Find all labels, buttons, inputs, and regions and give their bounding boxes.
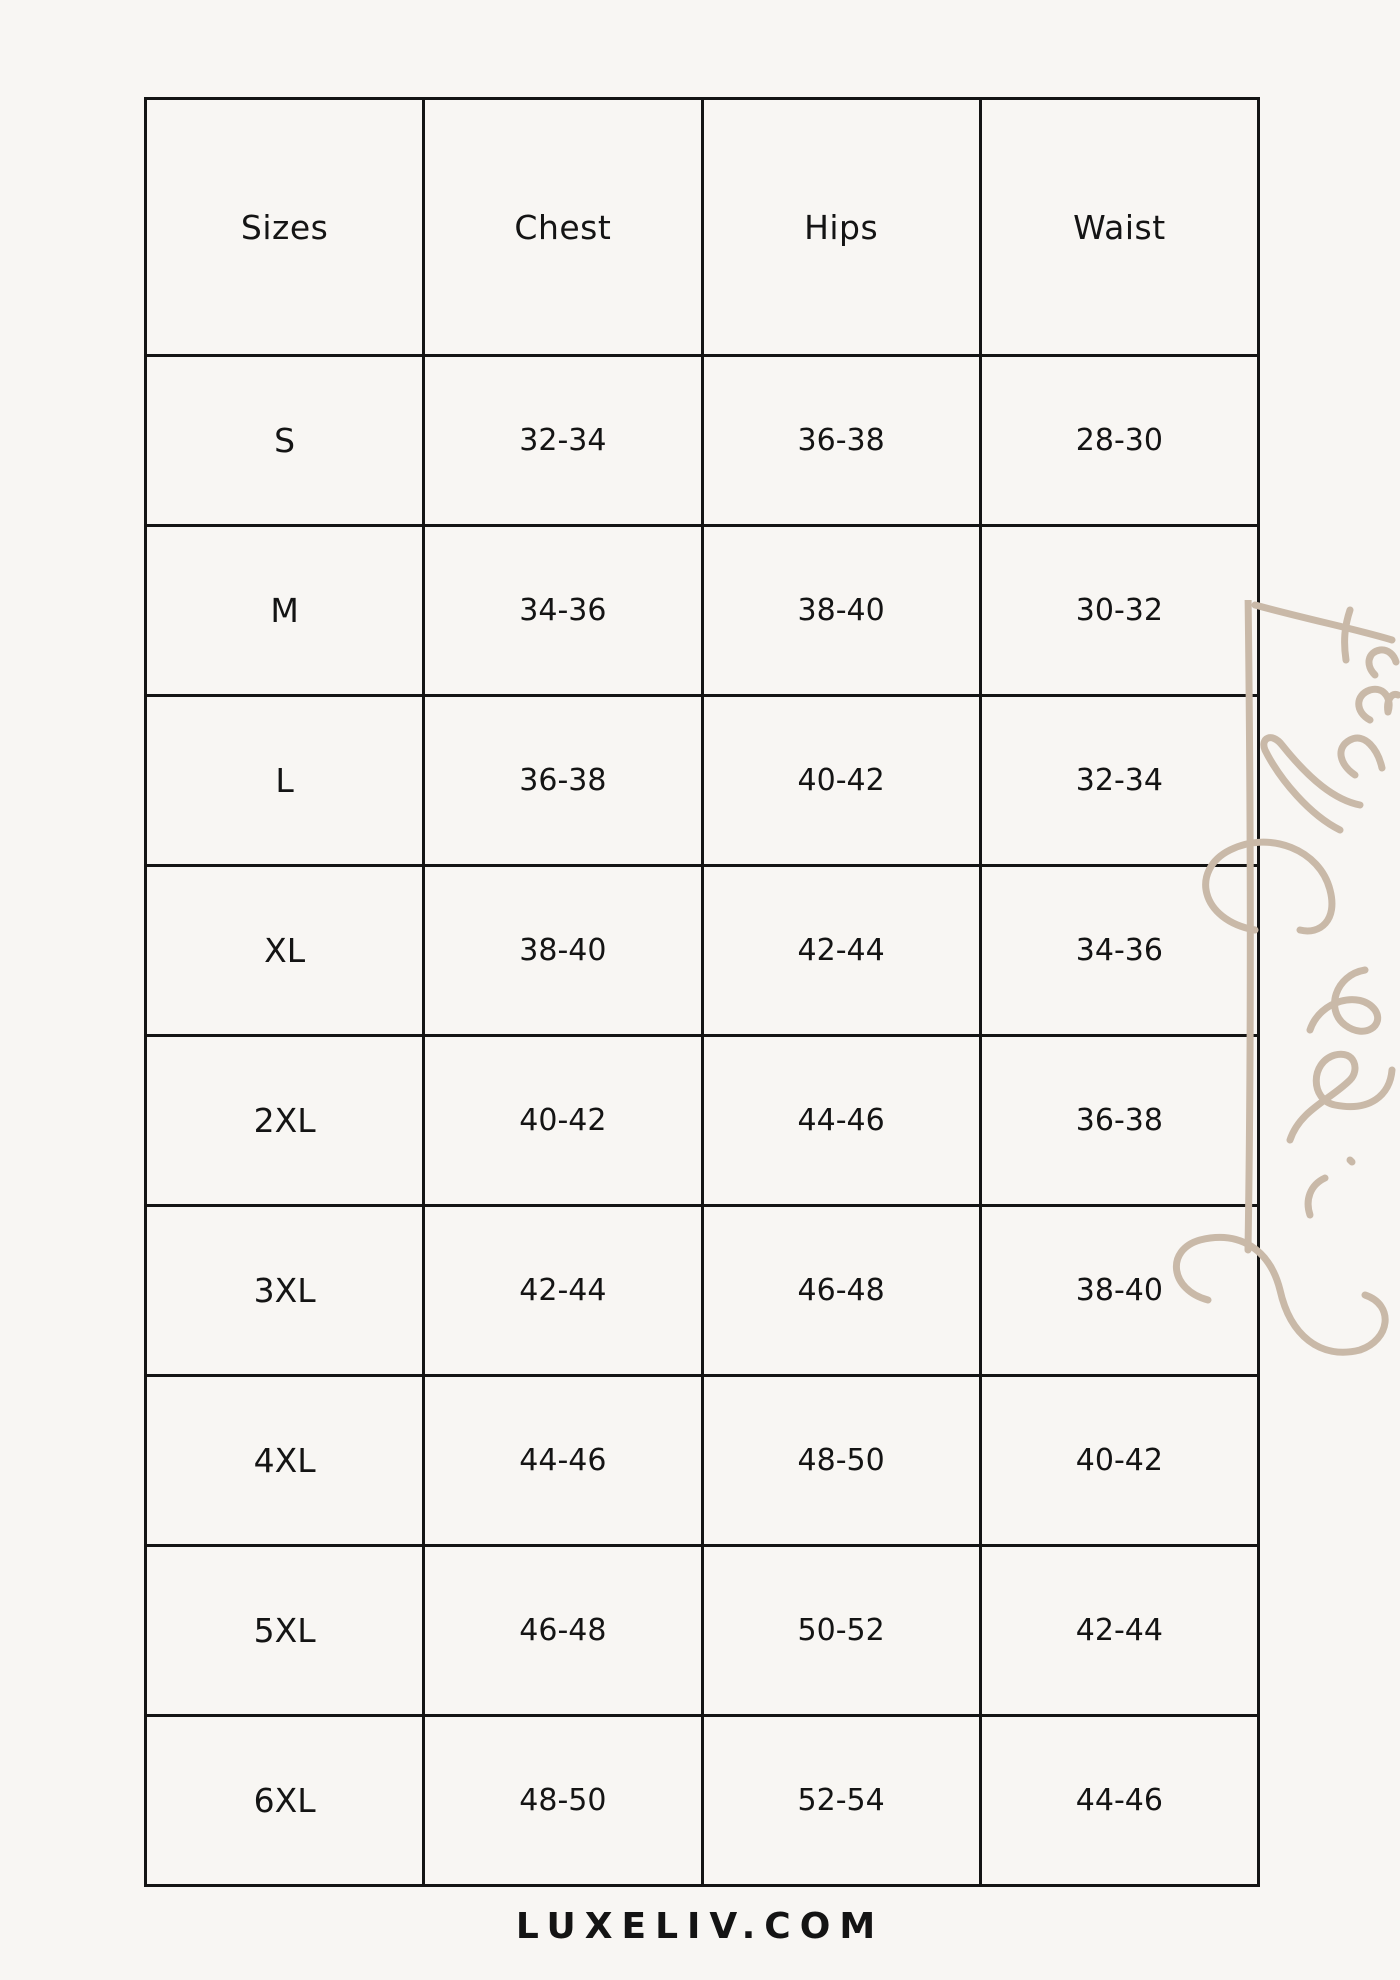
waist-cell: 30-32 (980, 526, 1258, 696)
hips-cell: 50-52 (702, 1546, 980, 1716)
header-waist: Waist (980, 99, 1258, 356)
table-row (146, 1206, 1259, 1376)
table-row (146, 356, 1259, 526)
size-cell: 2XL (146, 1036, 424, 1206)
size-cell: 5XL (146, 1546, 424, 1716)
waist-cell: 40-42 (980, 1376, 1258, 1546)
hips-cell: 46-48 (702, 1206, 980, 1376)
chest-cell: 42-44 (424, 1206, 702, 1376)
table-row (146, 1716, 1259, 1886)
chest-cell: 40-42 (424, 1036, 702, 1206)
waist-cell: 36-38 (980, 1036, 1258, 1206)
waist-cell: 32-34 (980, 696, 1258, 866)
hips-cell: 40-42 (702, 696, 980, 866)
size-cell: XL (146, 866, 424, 1036)
chest-cell: 44-46 (424, 1376, 702, 1546)
table-row (146, 696, 1259, 866)
waist-cell: 38-40 (980, 1206, 1258, 1376)
chest-cell: 32-34 (424, 356, 702, 526)
chest-cell: 34-36 (424, 526, 702, 696)
table-row (146, 1376, 1259, 1546)
size-chart-table (144, 97, 1260, 1887)
header-hips: Hips (702, 99, 980, 356)
waist-cell: 44-46 (980, 1716, 1258, 1886)
size-cell: 6XL (146, 1716, 424, 1886)
chest-cell: 36-38 (424, 696, 702, 866)
waist-cell: 28-30 (980, 356, 1258, 526)
header-chest: Chest (424, 99, 702, 356)
size-cell: S (146, 356, 424, 526)
table-row (146, 526, 1259, 696)
waist-cell: 42-44 (980, 1546, 1258, 1716)
table-row (146, 1546, 1259, 1716)
table-row (146, 866, 1259, 1036)
size-cell: L (146, 696, 424, 866)
chest-cell: 38-40 (424, 866, 702, 1036)
hips-cell: 36-38 (702, 356, 980, 526)
hips-cell: 38-40 (702, 526, 980, 696)
waist-cell: 34-36 (980, 866, 1258, 1036)
hips-cell: 42-44 (702, 866, 980, 1036)
header-sizes: Sizes (146, 99, 424, 356)
hips-cell: 48-50 (702, 1376, 980, 1546)
size-cell: 3XL (146, 1206, 424, 1376)
size-cell: M (146, 526, 424, 696)
chest-cell: 46-48 (424, 1546, 702, 1716)
brand-footer: LUXELIV.COM (515, 1906, 885, 1947)
table-row (146, 1036, 1259, 1206)
chest-cell: 48-50 (424, 1716, 702, 1886)
size-cell: 4XL (146, 1376, 424, 1546)
hips-cell: 52-54 (702, 1716, 980, 1886)
hips-cell: 44-46 (702, 1036, 980, 1206)
table-header-row (146, 99, 1259, 356)
